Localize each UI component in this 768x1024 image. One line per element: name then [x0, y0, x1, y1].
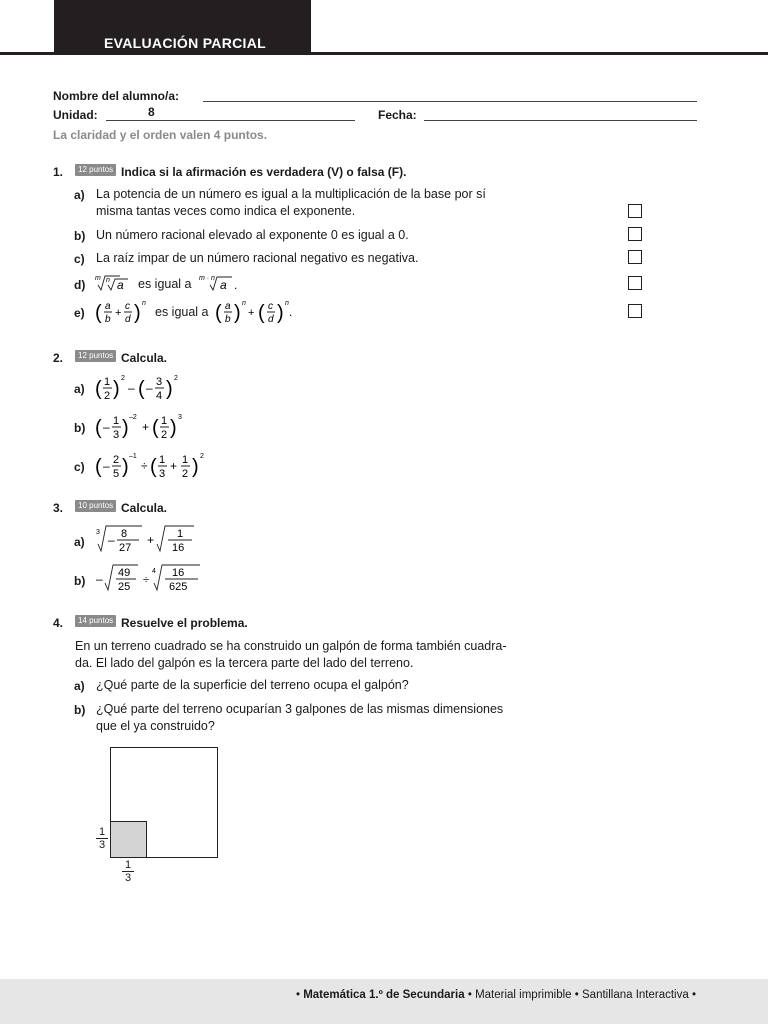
svg-text:n: n	[242, 300, 246, 307]
footer-bullet: •	[295, 989, 300, 1001]
svg-text:16: 16	[172, 567, 185, 579]
q2-points-badge: 12 puntos	[75, 350, 116, 362]
svg-text:1: 1	[104, 376, 111, 388]
q1-title: Indica si la afirmación es verdadera (V) o falsa (F).	[121, 165, 407, 179]
footer-material: Material imprimible	[475, 989, 572, 1001]
q1-e-left-expression	[94, 297, 154, 329]
svg-text:3: 3	[113, 429, 120, 441]
date-field[interactable]	[424, 120, 697, 121]
svg-text:(: (	[215, 302, 222, 324]
svg-text:4: 4	[156, 390, 163, 402]
footer-bullet: •	[467, 989, 472, 1001]
q1-b-text: Un número racional elevado al exponente 0 es igual a 0.	[96, 228, 409, 242]
svg-text:2: 2	[182, 468, 189, 480]
q1-d-label: d)	[74, 278, 86, 292]
svg-text:625: 625	[169, 581, 188, 593]
footer-bar	[0, 979, 768, 1024]
svg-text:m · n: m · n	[199, 275, 215, 282]
q1-e-right-expression	[214, 297, 294, 329]
q1-points-badge: 12 puntos	[75, 164, 116, 176]
q4-b-text-line1: ¿Qué parte del terreno ocuparían 3 galpones de las mismas dimensiones	[96, 702, 504, 716]
page-title: EVALUACIÓN PARCIAL	[104, 35, 266, 51]
svg-text:–: –	[146, 381, 153, 395]
footer-publisher: Santillana Interactiva	[582, 989, 689, 1001]
svg-text:(: (	[95, 302, 102, 324]
q2-a-label: a)	[74, 382, 85, 396]
unit-value: 8	[148, 105, 155, 119]
q4-intro-line2: da. El lado del galpón es la tercera parte del lado del terreno.	[75, 656, 414, 670]
q1-b-checkbox[interactable]	[628, 227, 642, 241]
svg-text:8: 8	[121, 528, 128, 540]
q1-c-checkbox[interactable]	[628, 250, 642, 264]
svg-text:c: c	[125, 301, 130, 312]
name-field[interactable]	[203, 101, 697, 102]
svg-text:(: (	[150, 456, 157, 478]
q3-a-expression	[94, 522, 204, 558]
svg-text:d: d	[125, 314, 131, 325]
svg-text:): )	[170, 417, 177, 439]
q2-a-expression	[94, 371, 184, 405]
unit-field[interactable]	[106, 120, 355, 121]
q1-a-text-line1: La potencia de un número es igual a la multiplicación de la base por sí	[96, 187, 486, 201]
q1-number: 1.	[53, 165, 64, 179]
svg-text:(: (	[95, 378, 102, 400]
svg-text:–: –	[103, 459, 110, 473]
svg-text:2: 2	[161, 429, 168, 441]
q4-b-text-line2: que el ya construido?	[96, 719, 215, 733]
svg-text:d: d	[268, 314, 274, 325]
q3-b-expression	[94, 561, 206, 597]
svg-text:+: +	[248, 307, 255, 319]
svg-text:): )	[122, 456, 129, 478]
svg-text:): )	[113, 378, 120, 400]
unit-label: Unidad:	[53, 108, 98, 122]
svg-text:+: +	[170, 459, 178, 473]
q1-d-nested-root	[94, 270, 140, 294]
svg-text:1: 1	[113, 415, 120, 427]
svg-text:n: n	[285, 300, 289, 307]
svg-text:2: 2	[121, 375, 125, 382]
q4-a-label: a)	[74, 679, 85, 693]
svg-text:(: (	[138, 378, 145, 400]
q1-e-label: e)	[74, 306, 85, 320]
svg-text:(: (	[95, 417, 102, 439]
svg-text:5: 5	[113, 468, 120, 480]
footer-text	[296, 989, 696, 1001]
svg-text:a: a	[105, 301, 111, 312]
q3-title: Calcula.	[121, 501, 168, 515]
svg-text:a: a	[225, 301, 231, 312]
svg-text:÷: ÷	[141, 459, 148, 473]
svg-text:2: 2	[200, 453, 204, 460]
q1-c-text: La raíz impar de un número racional negativo es negativa.	[96, 251, 419, 265]
svg-text:1: 1	[182, 454, 189, 466]
q1-d-product-root	[198, 270, 248, 294]
q2-b-label: b)	[74, 421, 86, 435]
svg-text:): )	[122, 417, 129, 439]
svg-text:m: m	[95, 275, 101, 282]
svg-text:2: 2	[104, 390, 111, 402]
svg-text:–2: –2	[129, 414, 137, 421]
footer-bullet: •	[691, 989, 696, 1001]
q1-b-label: b)	[74, 229, 86, 243]
q4-number: 4.	[53, 616, 64, 630]
q2-b-expression	[94, 410, 190, 444]
q1-a-text-line2: misma tantas veces como indica el exponente.	[96, 204, 356, 218]
header-rule	[0, 52, 768, 55]
svg-text:27: 27	[119, 542, 132, 554]
svg-text:3: 3	[178, 414, 182, 421]
svg-text:): )	[134, 302, 141, 324]
q1-a-label: a)	[74, 188, 85, 202]
q2-c-expression	[94, 449, 218, 483]
svg-text:49: 49	[118, 567, 131, 579]
svg-text:n: n	[106, 277, 110, 284]
svg-text:+: +	[147, 533, 155, 547]
galpon-square	[110, 821, 147, 858]
q1-d-checkbox[interactable]	[628, 276, 642, 290]
footer-book: Matemática 1.º de Secundaria	[303, 989, 465, 1001]
q4-intro-line1: En un terreno cuadrado se ha construido un galpón de forma también cuadra-	[75, 639, 507, 653]
svg-text:–: –	[128, 381, 135, 395]
svg-text:–: –	[96, 572, 103, 586]
svg-text:+: +	[142, 420, 150, 434]
svg-text:+: +	[115, 307, 122, 319]
svg-text:a: a	[117, 278, 124, 292]
side-fraction-numerator: 1	[98, 826, 106, 838]
svg-text:–: –	[108, 533, 115, 547]
q3-a-label: a)	[74, 535, 85, 549]
svg-text:3: 3	[156, 376, 163, 388]
q1-e-equals-text: es igual a	[155, 305, 209, 319]
q3-number: 3.	[53, 501, 64, 515]
bottom-fraction-numerator: 1	[124, 859, 132, 871]
svg-text:c: c	[268, 301, 273, 312]
svg-text:): )	[192, 456, 199, 478]
date-label: Fecha:	[378, 108, 417, 122]
side-fraction-denominator: 3	[96, 838, 108, 851]
q2-number: 2.	[53, 351, 64, 365]
svg-text:–1: –1	[129, 453, 137, 460]
q1-d-equals-text: es igual a	[138, 277, 192, 291]
svg-text:): )	[277, 302, 284, 324]
grading-note: La claridad y el orden valen 4 puntos.	[53, 128, 268, 142]
svg-text:(: (	[152, 417, 159, 439]
svg-text:(: (	[258, 302, 265, 324]
svg-text:): )	[166, 378, 173, 400]
name-label: Nombre del alumno/a:	[53, 89, 180, 103]
svg-text:3: 3	[96, 529, 100, 536]
q1-e-checkbox[interactable]	[628, 304, 642, 318]
q1-c-label: c)	[74, 252, 85, 266]
svg-text:a: a	[220, 278, 227, 292]
q2-c-label: c)	[74, 460, 85, 474]
svg-text:.: .	[289, 305, 293, 319]
svg-text:): )	[234, 302, 241, 324]
svg-text:16: 16	[172, 542, 185, 554]
svg-text:1: 1	[159, 454, 166, 466]
q3-points-badge: 10 puntos	[75, 500, 116, 512]
svg-text:3: 3	[159, 468, 166, 480]
bottom-fraction	[122, 859, 134, 884]
svg-text:4: 4	[152, 568, 156, 575]
svg-text:1: 1	[177, 528, 184, 540]
svg-text:÷: ÷	[143, 574, 150, 586]
svg-text:2: 2	[113, 454, 120, 466]
q4-points-badge: 14 puntos	[75, 615, 116, 627]
svg-text:.: .	[234, 278, 238, 292]
q3-b-label: b)	[74, 574, 86, 588]
q1-a-checkbox[interactable]	[628, 204, 642, 218]
q4-b-label: b)	[74, 703, 86, 717]
svg-text:b: b	[225, 314, 231, 325]
bottom-fraction-denominator: 3	[122, 871, 134, 884]
q4-a-text: ¿Qué parte de la superficie del terreno ocupa el galpón?	[96, 678, 409, 692]
q4-title: Resuelve el problema.	[121, 616, 248, 630]
svg-text:2: 2	[174, 375, 178, 382]
side-fraction	[96, 826, 108, 851]
svg-text:b: b	[105, 314, 111, 325]
svg-text:1: 1	[161, 415, 168, 427]
svg-text:25: 25	[118, 581, 131, 593]
svg-text:(: (	[95, 456, 102, 478]
footer-bullet: •	[574, 989, 579, 1001]
svg-text:–: –	[103, 420, 110, 434]
svg-text:n: n	[142, 300, 146, 307]
q2-title: Calcula.	[121, 351, 168, 365]
